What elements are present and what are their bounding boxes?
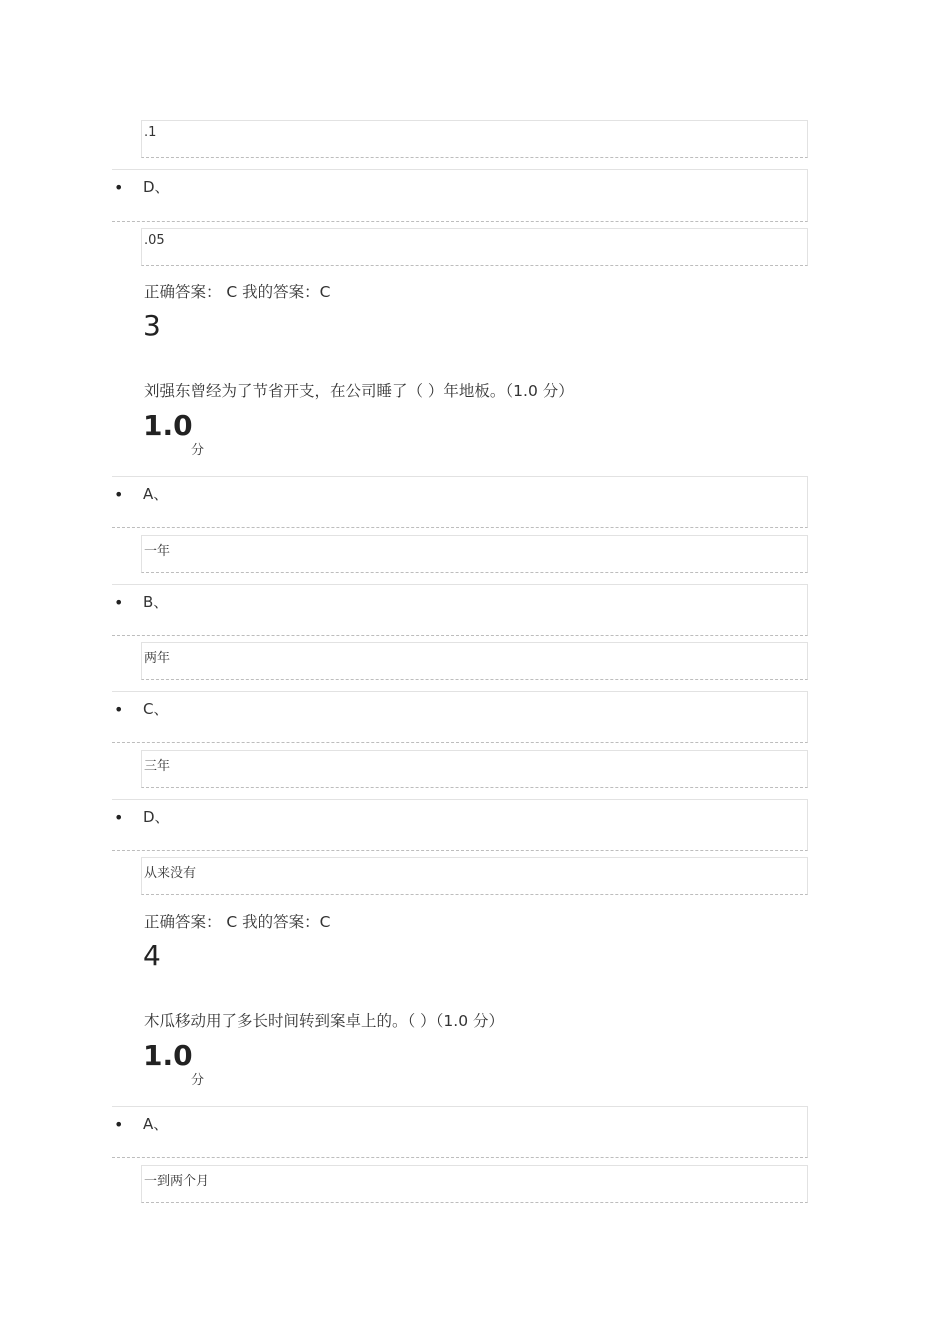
option-d-label-box[interactable] — [112, 169, 808, 222]
bullet-icon: • — [114, 808, 124, 827]
option-label: A、 — [143, 485, 169, 503]
option-b-text-box — [141, 642, 808, 680]
option-c-text-box — [141, 120, 808, 158]
bullet-icon: • — [114, 1115, 124, 1134]
option-label: D、 — [143, 808, 170, 826]
option-d-label-box[interactable] — [112, 799, 808, 851]
question-number: 4 — [143, 939, 161, 972]
option-text: 两年 — [144, 651, 171, 666]
option-text: .05 — [144, 233, 165, 248]
bullet-icon: • — [114, 593, 124, 612]
option-d-text-box — [141, 228, 808, 266]
bullet-icon: • — [114, 178, 124, 197]
option-a-label-box[interactable] — [112, 1106, 808, 1158]
question-text: 刘强东曾经为了节省开支，在公司睡了（ ）年地板。（1.0 分） — [144, 382, 574, 400]
option-a-label-box[interactable] — [112, 476, 808, 528]
score-unit: 分 — [191, 1073, 205, 1088]
question-score: 1.0 — [143, 1039, 193, 1072]
option-a-text-box — [141, 535, 808, 573]
question-number: 3 — [143, 309, 161, 342]
option-text: 一年 — [144, 544, 171, 559]
option-label: C、 — [143, 700, 169, 718]
answer-line: 正确答案： C 我的答案：C — [144, 913, 331, 931]
option-label: A、 — [143, 1115, 169, 1133]
option-c-text-box — [141, 750, 808, 788]
option-label: B、 — [143, 593, 169, 611]
option-text: .1 — [144, 125, 157, 140]
answer-line: 正确答案： C 我的答案：C — [144, 283, 331, 301]
option-label: D、 — [143, 178, 170, 196]
option-text: 从来没有 — [144, 866, 197, 881]
option-a-text-box — [141, 1165, 808, 1203]
question-text: 木瓜移动用了多长时间转到案卓上的。（ ）（1.0 分） — [144, 1012, 505, 1030]
option-text: 一到两个月 — [144, 1174, 210, 1189]
option-b-label-box[interactable] — [112, 584, 808, 636]
option-d-text-box — [141, 857, 808, 895]
option-text: 三年 — [144, 759, 171, 774]
bullet-icon: • — [114, 700, 124, 719]
bullet-icon: • — [114, 485, 124, 504]
question-score: 1.0 — [143, 409, 193, 442]
score-unit: 分 — [191, 443, 205, 458]
option-c-label-box[interactable] — [112, 691, 808, 743]
